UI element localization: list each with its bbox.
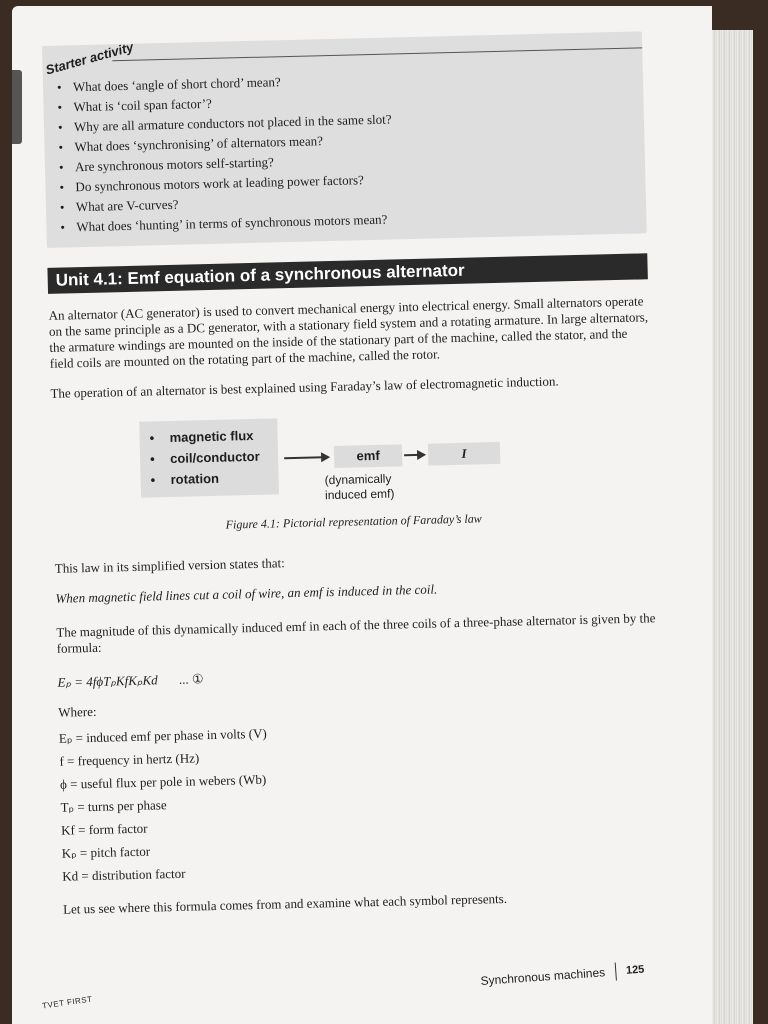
closing-paragraph: Let us see where this formula comes from and examine what each symbol represents. xyxy=(62,890,508,917)
starter-question-list xyxy=(57,64,633,238)
figure-note-line: (dynamically xyxy=(324,471,392,488)
book-page xyxy=(12,6,712,1024)
symbol-definition: Kf = form factor xyxy=(60,820,148,838)
starter-activity-box xyxy=(42,31,647,248)
emf-formula xyxy=(57,660,657,691)
figure-current-box: I xyxy=(428,442,501,466)
starter-question: • What is ‘coil span factor’? xyxy=(57,84,629,118)
figure-caption: Figure 4.1: Pictorial representation of Faraday’s law xyxy=(225,511,482,532)
symbol-definition: Tₚ = turns per phase xyxy=(60,797,167,815)
formula-reference: ... ① xyxy=(178,671,204,687)
starter-question: • Why are all armature conductors not placed in the same slot? xyxy=(58,104,630,138)
magnitude-paragraph: The magnitude of this dynamically induced emf in each of the three coils of a three-phase alternator is given by the formula: xyxy=(56,610,656,656)
faraday-paragraph: The operation of an alternator is best explained using Faraday’s law of electromagnetic induction. xyxy=(50,373,559,401)
symbol-definition: Eₚ = induced emf per phase in volts (V) xyxy=(58,725,267,746)
publisher-mark: TVET FIRST xyxy=(41,994,94,1011)
figure-note-line: induced emf) xyxy=(324,486,395,503)
chapter-tab xyxy=(12,70,22,144)
starter-rule xyxy=(112,47,642,61)
figure-emf-box: emf xyxy=(334,444,403,468)
symbol-definitions xyxy=(59,712,663,888)
law-intro: This law in its simplified version states that: xyxy=(54,555,285,576)
section-name: Synchronous machines xyxy=(480,965,606,988)
starter-question: • What does ‘angle of short chord’ mean? xyxy=(57,64,629,98)
page-footer xyxy=(480,961,645,990)
arrow-right-icon xyxy=(284,456,328,459)
unit-heading: Unit 4.1: Emf equation of a synchronous alternator xyxy=(47,253,647,294)
faraday-figure xyxy=(51,409,653,518)
symbol-definition: Kd = distribution factor xyxy=(62,865,186,884)
figure-input-box xyxy=(139,418,279,497)
starter-question: • Do synchronous motors work at leading power factors? xyxy=(59,164,631,198)
page-content xyxy=(42,31,663,917)
symbol-definition: f = frequency in hertz (Hz) xyxy=(59,750,200,769)
law-statement: When magnetic field lines cut a coil of wire, an emf is induced in the coil. xyxy=(55,581,438,606)
formula-expression: Eₚ = 4fϕTₚKfKₚKd xyxy=(57,672,158,690)
symbol-definition: Kₚ = pitch factor xyxy=(61,843,151,861)
figure-item: • magnetic flux xyxy=(147,424,277,448)
intro-paragraph: An alternator (AC generator) is used to convert mechanical energy into electrical energy. Small alternators operate on the same principle as a DC generator, with a stationary field system and a rotating armature. In large alternators, the armature windings are mounted on the inside of the stationary part of the machine, called the stator, and the field coils are mounted on the rotating part of the machine, called the rotor. xyxy=(48,293,649,371)
where-label: Where: xyxy=(58,703,97,720)
starter-question: • What does ‘hunting’ in terms of synchronous motors mean? xyxy=(60,204,632,238)
figure-note xyxy=(325,471,436,504)
starter-activity-title: Starter activity xyxy=(43,39,136,78)
page-number: 125 xyxy=(625,963,645,977)
starter-question: • What does ‘synchronising’ of alternators mean? xyxy=(58,124,630,158)
figure-item: • rotation xyxy=(148,466,278,490)
figure-item: • coil/conductor xyxy=(148,445,278,469)
arrow-right-icon xyxy=(404,454,424,456)
symbol-definition: ϕ = useful flux per pole in webers (Wb) xyxy=(59,771,267,792)
footer-divider xyxy=(614,963,616,981)
starter-question: • Are synchronous motors self-starting? xyxy=(59,144,631,178)
starter-question: • What are V-curves? xyxy=(60,184,632,218)
